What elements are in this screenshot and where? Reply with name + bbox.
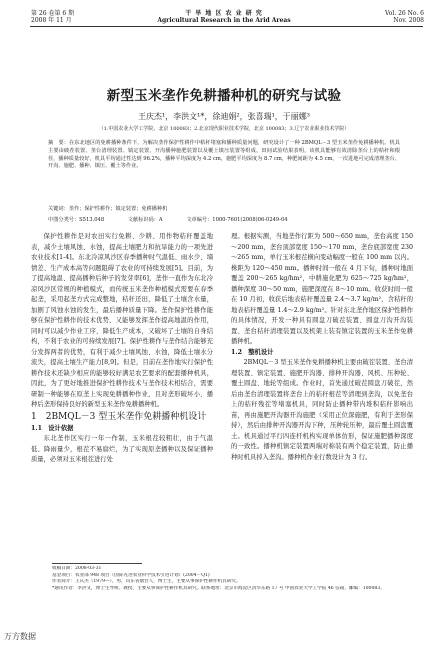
footnote-corresponding: *通讯作者：李洪文，博士生导师，教授，主要从事保护性耕作机具研究。联系地址：北京市海淀区清华东路 17 号 中国农业大学工学院 46 信箱，邮编：100083。 bbox=[52, 585, 385, 591]
intro-paragraph: 保护性耕作是对农田实行免耕、少耕、用作物秸秆覆盖地表，减少土壤风蚀、水蚀，提高土壤肥力和抗旱能力的一项先进农业技术[1-4]。东北冷凉风沙区春季播种时气温低、雨水少、墒情差、生产成本高等问题阻碍了农业的可持续发展[5]。目前，为了提高地温、提高播种后种子的发芽率[6]，垄作一直作为东北冷凉风沙区常规的种植模式，而传统玉米垄作种植模式需要在春季起垄，采用起垄方式完成整地，秸秆还田，降低了土壤含水量，加剧了风蚀水蚀的发生，最后播种质量下降。垄作保护性耕作能够在保护性耕作的技术优势，又能够发挥垄作提高地温的作用，同时可以减少作业工序，降低生产成本，又破坏了土壤的自身结构，不利于农业的可持续发展[7]。保护性耕作与垄作结合能够充分发挥两者的优势，有利于减少土壤风蚀、水蚀，降低土壤水分流失，提高土壤生产能力[8,9]。但是，目前在垄作地实行保护性耕作技术还缺少相应的能够较好满足农艺要求的配套播种机具，因此，为了更好地推进保护性耕作技术与垄作技术相结合，需要研制一种能够在原垄上实现免耕播种作业，且对垄形破坏小、播种后垄形保持良好的新型玉米垄作免耕播种机。 bbox=[31, 233, 213, 408]
classification-line bbox=[48, 217, 400, 224]
article-number: 文章编号：1000-7601(2008)06-0249-04 bbox=[186, 217, 288, 223]
body-right-column bbox=[231, 232, 413, 463]
design-basis-continued: 理。根据实测，当地垄作行距为 500～650 mm，垄台高度 150～200 mm，垄台顶部宽度 150～170 mm，垄台底部宽度 230～265 mm，单行玉米根茬横向变动幅度一般在 100 mm 以内。株距为 120～450 mm。播种时间一般在 4 月下旬，播种时地面覆盖 200～265 kg/hm²，中耕施化肥为 625～725 kg/hm²，播种深度 30～50 mm，施肥深度在 8～10 mm。收获时间一般在 10 月初，收获后地表秸秆覆盖量 2.4～3.7 kg/m²，含秸秆的地表秸秆覆盖量 1.4～2.9 kg/m²。针对东北垄作地区保护性耕作的具体情况，开发一种具有圆盘刀破茬装置、圆盘刀沟开沟装置、垄台秸秆清理装置以及机架上装有镇定装置的玉米垄作免耕播种机。 bbox=[231, 233, 413, 345]
machine-design-paragraph: 2BMQL－3 型玉米垄作免耕播种机主要由破茬装置、垄台清理装置、镇定装置、施肥开沟器、排种开沟器、风机、压种轮、覆土圆盘、地轮等组成。作业时，首先通过破茬圆盘刀破茬，然后由垄台清理装置将垄台上的秸秆根茬等清理到垄沟，以免垄台上的秸秆残茬等堵塞机具，同时防止播种带内堆积秸秆影响出苗，再由施肥开沟器开沟施肥（采用正位深施肥，有利于垄形保持），然后由排种开沟器开沟下种，压种轮压种，最后覆土圆盘覆土。机具通过平行四连杆机构实现单体仿形，保证施肥播种深度的一致性。播种机镇定装置两端对称装有两个稳定装置，防止播种时机具掉入垄沟。播种机作业行数设计为 3 行。 bbox=[231, 359, 413, 461]
design-basis-paragraph: 东北垄作区实行一年一作制，玉米根茬较粗壮，由于气温低、降雨量少，根茬不易腐烂，为了实现原垄播种以及保证播种质量，必须对玉米根茬进行处 bbox=[31, 435, 213, 463]
subsection-heading-1-2: 1.2 整机设计 bbox=[231, 348, 274, 356]
header-volume: 第 26 卷第 6 期 bbox=[31, 10, 75, 17]
header-journal bbox=[0, 10, 448, 24]
header-volume-en: Vol. 26 No. 6 bbox=[384, 10, 424, 17]
journal-name-cn: 干 旱 地 区 农 业 研 究 bbox=[185, 10, 263, 17]
running-header bbox=[0, 0, 448, 28]
header-rule bbox=[30, 26, 423, 27]
footnote-rule bbox=[52, 563, 142, 564]
body-left-column bbox=[31, 232, 213, 466]
journal-name-en: Agricultural Research in the Arid Areas bbox=[157, 17, 291, 24]
watermark: 万方数据 bbox=[4, 632, 36, 641]
subsection-heading-1-1: 1.1 设计依据 bbox=[31, 424, 74, 432]
header-volume-info-en bbox=[385, 10, 424, 24]
footnote-author-bio: 作者简介：王庆杰（1979—），男，山东省烟台人，博士生，主要从事保护性耕作机具研究。 bbox=[52, 579, 241, 585]
document-code: 文献标识码：A bbox=[127, 217, 163, 223]
keywords: 关键词：垄作；保护性耕作；镇定装置；免耕播种机 bbox=[48, 206, 168, 212]
footnote-received: 收稿日期：2008-03-31 bbox=[52, 566, 102, 571]
affiliations: （1.中国农业大学工学院，北京 100083；2.北京现代职业技术学院，北京 100083；3.辽宁农业职业技术学院） bbox=[98, 126, 350, 132]
abstract: 摘 要：在东北地区的免耕播种条件下，为解决垄作保护性耕作中秸秆堵塞和播种质量问题，研究设计了一种 2BMQL－3 型玉米垄作免耕播种机。机具主要由破茬装置、垄台清理装置、镇定装置、开沟播种施肥装置以及覆土镇压装置等组成。田间试验结果表明，该机具能够有效清除垄台上的秸秆和根茬，播种质量较好，机具平均通过性达到 96.2%，播种平均深度为 4.2 cm，施肥平均深度为 8.7 cm，种肥间距为 4.5 cm，一次进地可完成清理垄台、开沟、施肥、播种、镇压、覆土等作业。 bbox=[48, 140, 400, 170]
author-list: 王庆杰¹，李洪文¹*，徐迪娟²，张喜瑞¹，于丽娜³ bbox=[137, 112, 311, 121]
header-date: 2008 年 11 月 bbox=[31, 17, 72, 24]
clc-number: 中图分类号：S513.048 bbox=[48, 217, 105, 223]
header-date-en: Nov. 2008 bbox=[393, 17, 424, 24]
paper-title: 新型玉米垄作免耕播种机的研究与试验 bbox=[106, 88, 342, 104]
section-heading-1: 1 2BMQL－3 型玉米垄作免耕播种机设计 bbox=[31, 411, 207, 422]
footnote-funding: 基金项目：农业部 948 项目（国际先进农业科学技术引进计划）(2004－Q1) bbox=[52, 572, 210, 578]
footnotes bbox=[52, 566, 422, 592]
